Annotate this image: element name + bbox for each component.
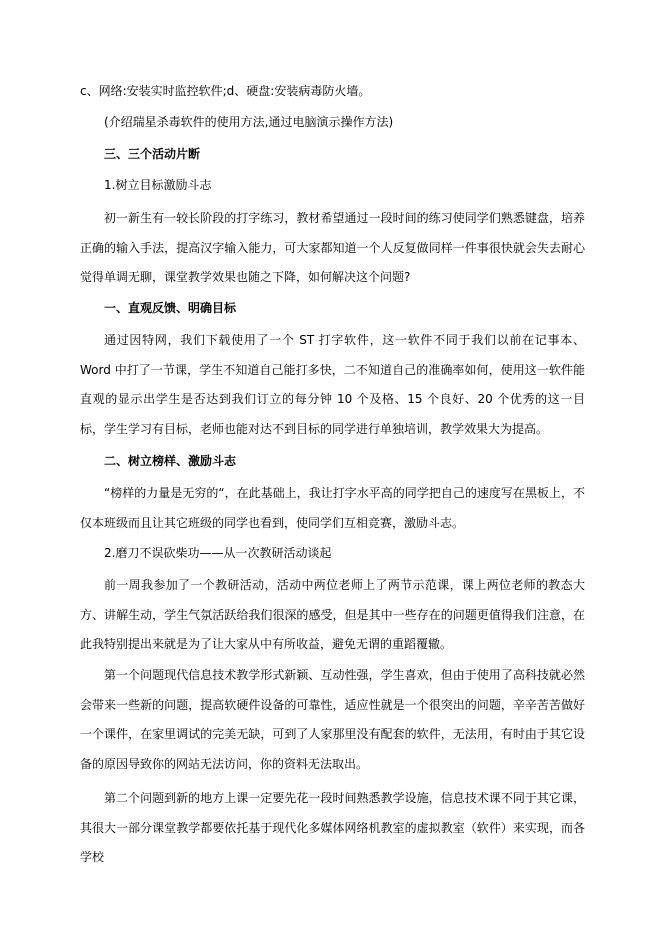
- paragraph-network-disk: c、网络:安装实时监控软件;d、硬盘:安装病毒防火墙。: [80, 84, 371, 98]
- paragraph-typing-practice: 初一新生有一较长阶段的打字练习，教材希望通过一段时间的练习使同学们熟悉键盘，培养正确的输入手法，提高汉字输入能力，可大家都知道一个人反复做同样一件事很快就会失去耐心觉得单调无聊，课堂教学效果也随之下降，如何解决这个问题?: [80, 211, 585, 284]
- paragraph-teaching-research: 前一周我参加了一个教研活动，活动中两位老师上了两节示范课，课上两位老师的教态大方、讲解生动，学生气氛活跃给我们很深的感受，但是其中一些存在的问题更值得我们注意，在此我特别提出来就是为了让大家从中有所收益，避免无谓的重蹈覆辙。: [80, 578, 585, 651]
- subheading-sharpen-knife: 2.磨刀不误砍柴功——从一次教研活动谈起: [104, 546, 332, 560]
- section-heading-three-activities: 三、三个活动片断: [104, 147, 201, 161]
- paragraph-second-problem: 第二个问题到新的地方上课一定要先花一段时间熟悉教学设施，信息技术课不同于其它课，其很大一部分课堂教学都要依托基于现代化多媒体网络机教室的虚拟教室（软件）来实现，而各学校: [80, 791, 585, 864]
- heading-direct-feedback: 一、直观反馈、明确目标: [104, 301, 237, 315]
- subheading-set-goals: 1.树立目标激励斗志: [104, 178, 212, 192]
- paragraph-rising-intro: (介绍瑞星杀毒软件的使用方法,通过电脑演示操作方法): [104, 115, 394, 129]
- paragraph-first-problem: 第一个问题现代信息技术教学形式新颖、互动性强，学生喜欢，但由于使用了高科技就必然会带来一些新的问题，提高软硬件设备的可靠性，适应性就是一个很突出的问题，辛辛苦苦做好一个课件，在家里调试的完美无缺，可到了人家那里没有配套的软件，无法用，有时由于其它设备的原因导致你的网站无法访问，你的资料无法取出。: [80, 668, 585, 771]
- heading-role-model: 二、树立榜样、激励斗志: [104, 454, 237, 468]
- paragraph-power-of-example: “榜样的力量是无穷的“，在此基础上，我让打字水平高的同学把自己的速度写在黑板上，不仅本班级而且让其它班级的同学也看到，使同学们互相竞赛，激励斗志。: [80, 486, 585, 530]
- paragraph-st-typing-software: 通过因特网，我们下载使用了一个 ST 打字软件，这一软件不同于我们以前在记事本、Word 中打了一节课，学生不知道自己能打多快，二不知道自己的准确率如何，使用这一软件能直观的显示出学生是否达到我们订立的每分钟 10 个及格、15 个良好、20 个优秀的这一目标，学生学习有目标，老师也能对达不到目标的同学进行单独培训，教学效果大为提高。: [80, 333, 585, 436]
